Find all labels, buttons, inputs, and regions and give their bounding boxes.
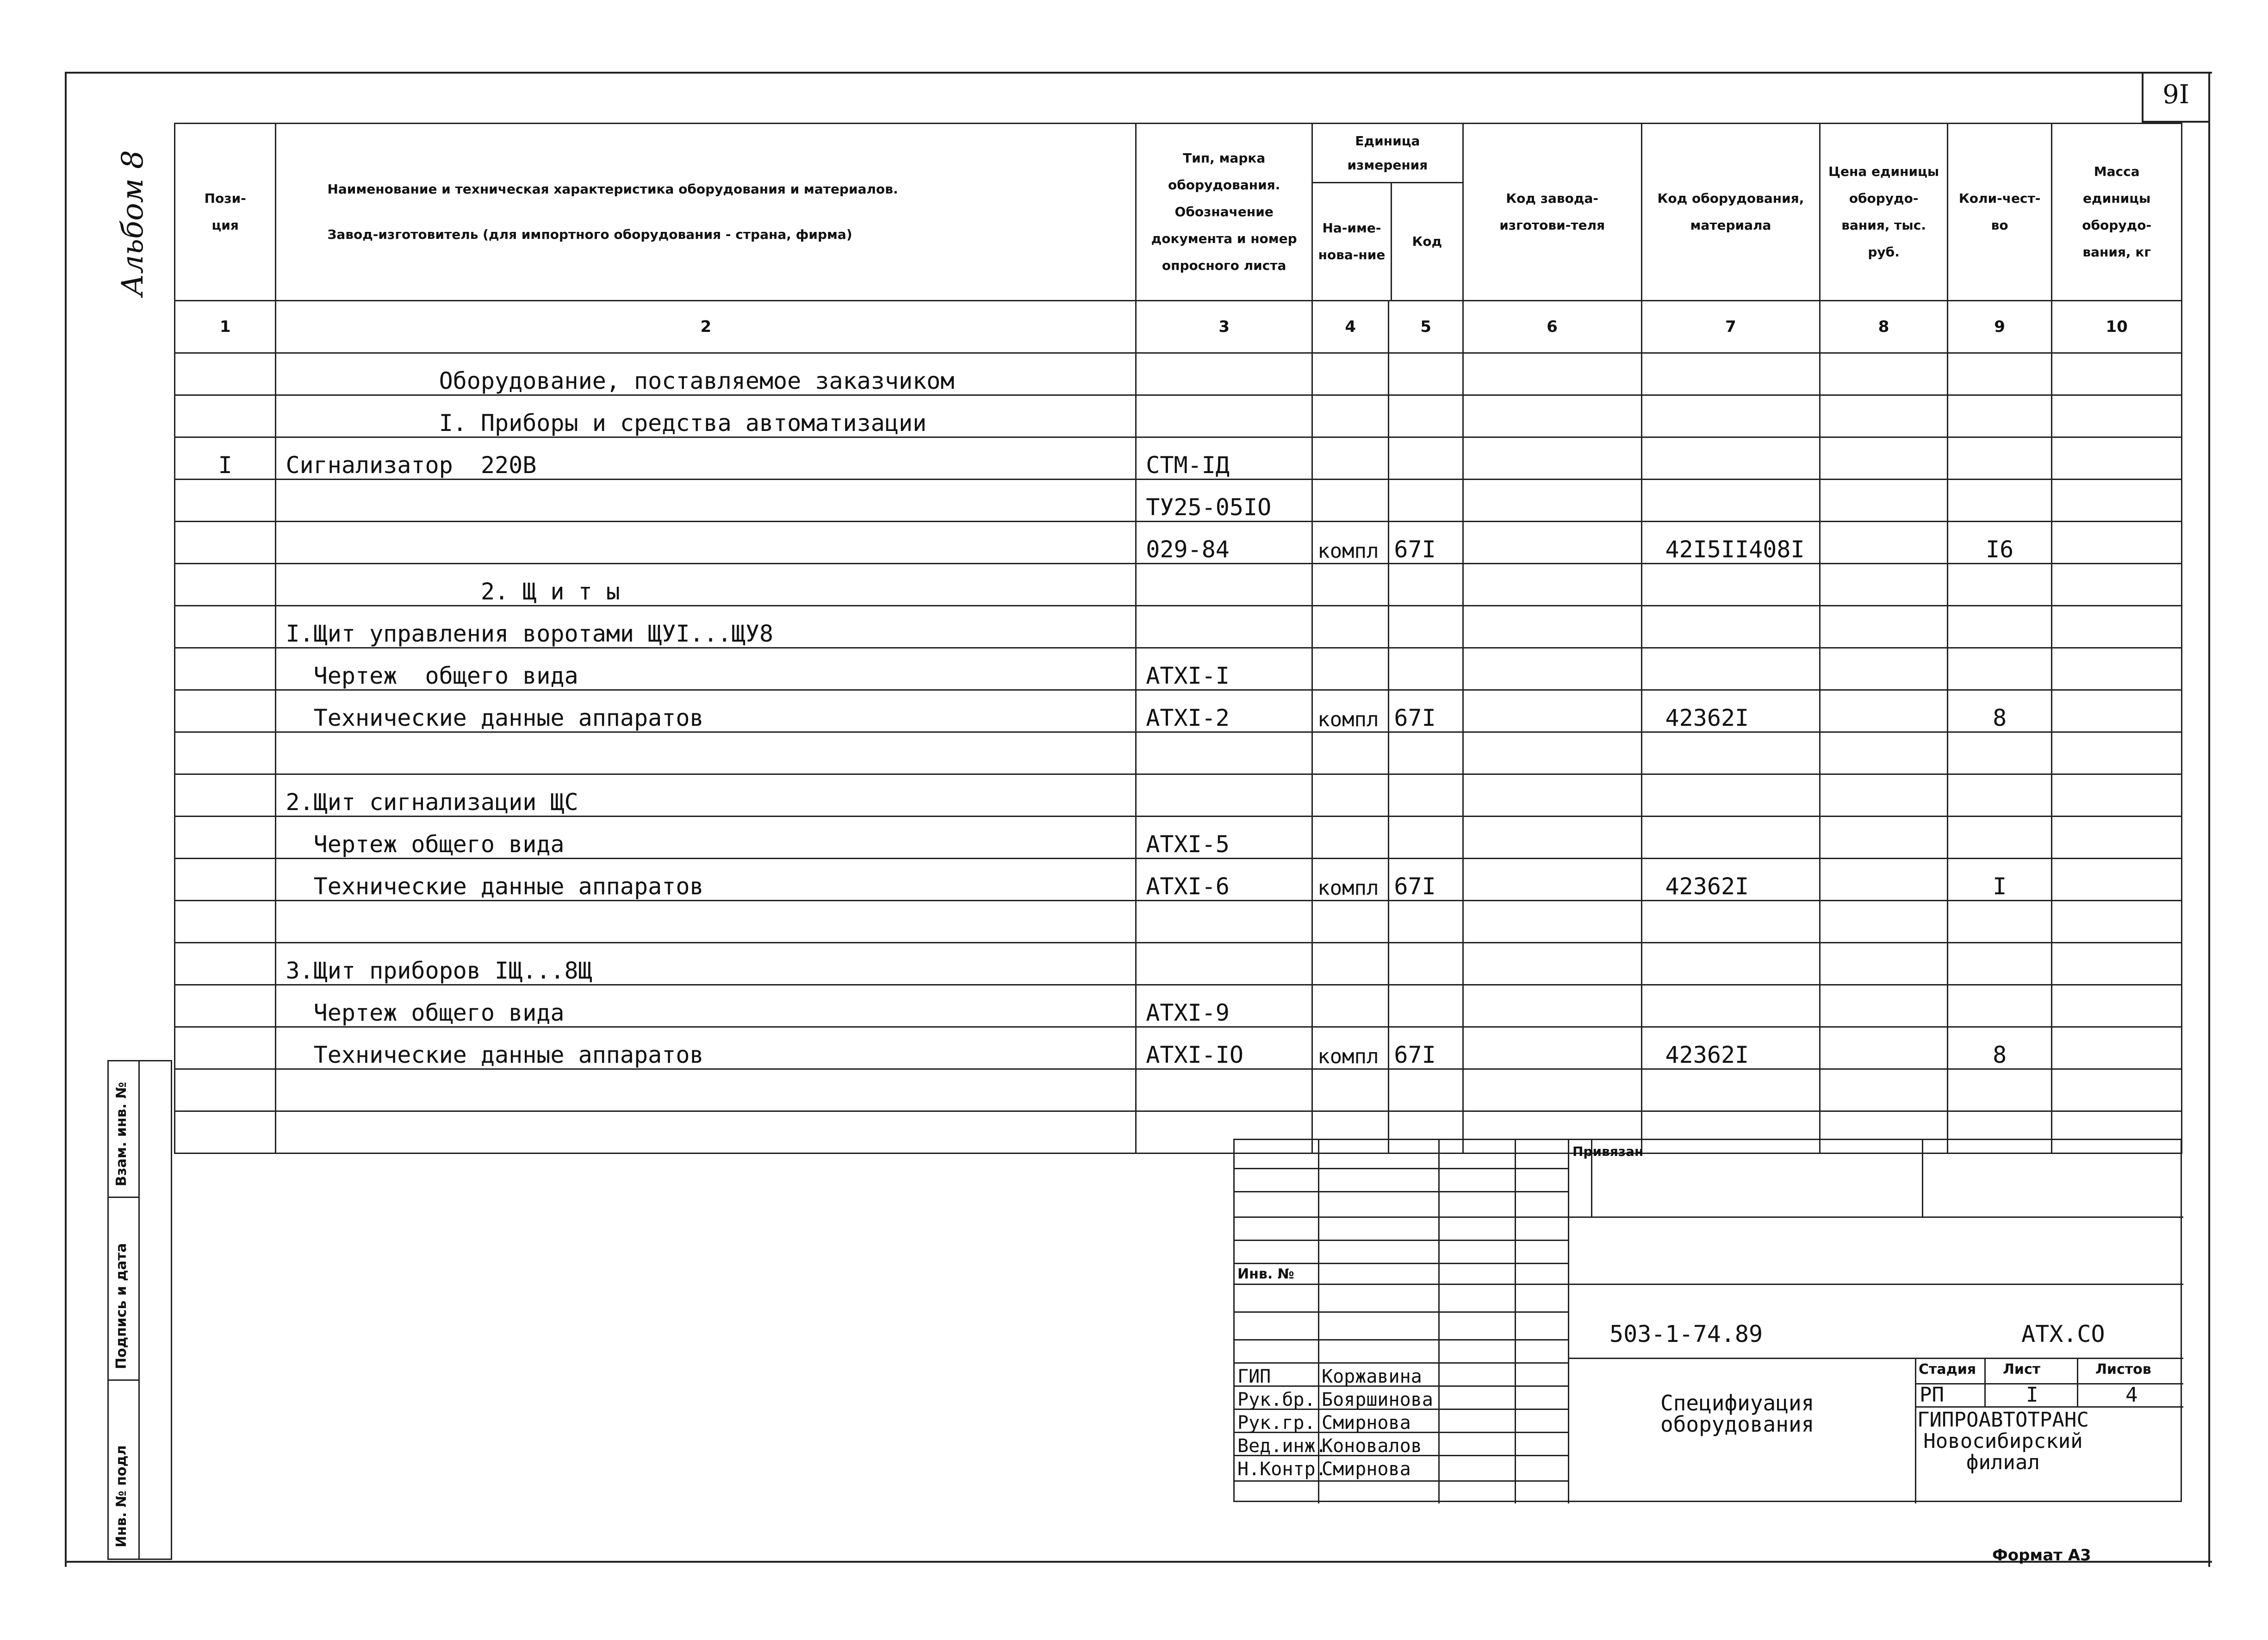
position-cell xyxy=(175,943,276,985)
material-code-cell xyxy=(1641,395,1820,437)
material-code-cell xyxy=(1641,1069,1820,1111)
sheet-value: I xyxy=(2026,1383,2038,1407)
table-row xyxy=(175,901,2182,943)
col-number: 4 xyxy=(1312,301,1389,353)
unit-code-cell: 67I xyxy=(1389,522,1463,564)
factory-code-cell xyxy=(1463,395,1641,437)
mass-cell xyxy=(2052,353,2182,395)
header-position: Пози- ция xyxy=(175,124,276,301)
unit-code-cell xyxy=(1389,648,1463,690)
table-row xyxy=(175,522,2182,564)
table-row xyxy=(175,437,2182,480)
material-code-cell xyxy=(1641,353,1820,395)
mass-cell xyxy=(2052,1027,2182,1069)
unit-name-cell xyxy=(1312,437,1389,480)
quantity-cell xyxy=(1947,901,2051,943)
quantity-cell xyxy=(1947,943,2051,985)
table-header-row xyxy=(175,124,2182,301)
factory-code-cell xyxy=(1463,480,1641,522)
price-cell xyxy=(1820,1069,1948,1111)
position-cell xyxy=(175,732,276,774)
table-row xyxy=(175,395,2182,437)
table-row xyxy=(175,564,2182,606)
material-code-cell xyxy=(1641,732,1820,774)
position-cell xyxy=(175,353,276,395)
col-number: 2 xyxy=(276,301,1136,353)
signature-role: ГИП xyxy=(1237,1366,1271,1387)
unit-name-cell xyxy=(1312,817,1389,859)
factory-code-cell xyxy=(1463,985,1641,1027)
name-cell: Технические данные аппаратов xyxy=(276,690,1136,732)
factory-code-cell xyxy=(1463,690,1641,732)
position-cell xyxy=(175,985,276,1027)
unit-name-cell xyxy=(1312,1069,1389,1111)
name-cell xyxy=(276,732,1136,774)
quantity-cell xyxy=(1947,395,2051,437)
mass-cell xyxy=(2052,817,2182,859)
price-cell xyxy=(1820,437,1948,480)
factory-code-cell xyxy=(1463,353,1641,395)
position-cell xyxy=(175,817,276,859)
factory-code-cell xyxy=(1463,732,1641,774)
privyazan-label: Привязан xyxy=(1572,1144,1644,1159)
quantity-cell xyxy=(1947,1069,2051,1111)
strip-cell-vzam xyxy=(109,1061,138,1198)
table-row xyxy=(175,606,2182,648)
factory-code-cell xyxy=(1463,901,1641,943)
quantity-cell: I xyxy=(1947,859,2051,901)
material-code-cell: 42362I xyxy=(1641,859,1820,901)
factory-code-cell xyxy=(1463,1027,1641,1069)
position-cell xyxy=(175,1027,276,1069)
table-row xyxy=(175,943,2182,985)
quantity-cell: 8 xyxy=(1947,1027,2051,1069)
name-cell: Чертеж общего вида xyxy=(276,985,1136,1027)
strip-cell-inv xyxy=(109,1381,138,1561)
type-cell xyxy=(1136,774,1312,817)
strip-label-vzam: Взам. инв. № xyxy=(113,1082,130,1186)
material-code-cell xyxy=(1641,985,1820,1027)
quantity-cell xyxy=(1947,606,2051,648)
unit-code-cell: 67I xyxy=(1389,690,1463,732)
name-cell: Сигнализатор 220В xyxy=(276,437,1136,480)
material-code-cell: 42362I xyxy=(1641,690,1820,732)
price-cell xyxy=(1820,1027,1948,1069)
unit-code-cell xyxy=(1389,901,1463,943)
name-cell: 3.Щит приборов IЩ...8Щ xyxy=(276,943,1136,985)
name-cell xyxy=(276,1069,1136,1111)
type-cell xyxy=(1136,395,1312,437)
quantity-cell: I6 xyxy=(1947,522,2051,564)
unit-name-cell xyxy=(1312,395,1389,437)
factory-code-cell xyxy=(1463,437,1641,480)
factory-code-cell xyxy=(1463,1069,1641,1111)
factory-code-cell xyxy=(1463,522,1641,564)
signature-role: Рук.бр. xyxy=(1237,1389,1316,1410)
signature-role: Вед.инж. xyxy=(1237,1435,1327,1457)
mass-cell xyxy=(2052,859,2182,901)
price-cell xyxy=(1820,690,1948,732)
position-cell xyxy=(175,859,276,901)
mass-cell xyxy=(2052,774,2182,817)
col-number: 5 xyxy=(1389,301,1463,353)
type-cell xyxy=(1136,353,1312,395)
quantity-cell xyxy=(1947,564,2051,606)
type-cell: 029-84 xyxy=(1136,522,1312,564)
unit-name-cell xyxy=(1312,732,1389,774)
material-code-cell xyxy=(1641,437,1820,480)
col-number: 7 xyxy=(1641,301,1820,353)
unit-code-cell xyxy=(1389,817,1463,859)
unit-code-cell xyxy=(1389,732,1463,774)
col-number: 10 xyxy=(2052,301,2182,353)
position-cell xyxy=(175,480,276,522)
header-factory-code: Код завода-изготови-теля xyxy=(1463,124,1641,301)
mass-cell xyxy=(2052,606,2182,648)
material-code-cell: 42I5II408I xyxy=(1641,522,1820,564)
unit-code-cell: 67I xyxy=(1389,1027,1463,1069)
material-code-cell xyxy=(1641,648,1820,690)
side-approval-strip xyxy=(107,1060,172,1560)
position-cell xyxy=(175,690,276,732)
position-cell xyxy=(175,774,276,817)
col-number: 6 xyxy=(1463,301,1641,353)
unit-name-cell xyxy=(1312,480,1389,522)
mass-cell xyxy=(2052,901,2182,943)
specification-table xyxy=(174,123,2182,1154)
col-number: 3 xyxy=(1136,301,1312,353)
name-cell: Чертеж общего вида xyxy=(276,648,1136,690)
signature-role: Рук.гр. xyxy=(1237,1412,1316,1434)
quantity-cell xyxy=(1947,353,2051,395)
material-code-cell xyxy=(1641,943,1820,985)
header-price: Цена единицы оборудо-вания, тыс. руб. xyxy=(1820,124,1948,301)
name-cell xyxy=(276,1111,1136,1154)
price-cell xyxy=(1820,480,1948,522)
position-cell xyxy=(175,606,276,648)
stage-value: РП xyxy=(1920,1383,1944,1407)
signature-name: Смирнова xyxy=(1322,1459,1411,1480)
name-cell: Технические данные аппаратов xyxy=(276,859,1136,901)
unit-name-cell xyxy=(1312,648,1389,690)
mass-cell xyxy=(2052,1069,2182,1111)
mass-cell xyxy=(2052,564,2182,606)
quantity-cell: 8 xyxy=(1947,690,2051,732)
quantity-cell xyxy=(1947,774,2051,817)
signature-name: Бояршинова xyxy=(1322,1389,1433,1410)
table-row xyxy=(175,480,2182,522)
price-cell xyxy=(1820,648,1948,690)
table-row xyxy=(175,859,2182,901)
position-cell xyxy=(175,901,276,943)
unit-code-cell xyxy=(1389,943,1463,985)
type-cell xyxy=(1136,901,1312,943)
header-unit-title: Единица измерения xyxy=(1347,133,1428,173)
factory-code-cell xyxy=(1463,648,1641,690)
header-name: Наименование и техническая характеристика оборудования и материалов. Завод-изготовитель (для импортного оборудования - страна, фирма) xyxy=(276,124,1136,301)
factory-code-cell xyxy=(1463,943,1641,985)
factory-code-cell xyxy=(1463,564,1641,606)
unit-name-cell xyxy=(1312,353,1389,395)
unit-code-cell xyxy=(1389,437,1463,480)
signature-name: Коновалов xyxy=(1322,1435,1422,1457)
quantity-cell xyxy=(1947,437,2051,480)
sheets-label: Листов xyxy=(2095,1361,2151,1378)
mass-cell xyxy=(2052,395,2182,437)
name-cell: I.Щит управления воротами ЩУI...ЩУ8 xyxy=(276,606,1136,648)
position-cell xyxy=(175,522,276,564)
sheets-value: 4 xyxy=(2125,1383,2138,1407)
unit-code-cell xyxy=(1389,564,1463,606)
type-cell: АТХI-IO xyxy=(1136,1027,1312,1069)
name-cell: Чертеж общего вида xyxy=(276,817,1136,859)
name-cell xyxy=(276,522,1136,564)
col-number: 1 xyxy=(175,301,276,353)
table-body xyxy=(175,353,2182,1154)
unit-code-cell xyxy=(1389,353,1463,395)
header-unit xyxy=(1312,124,1463,301)
unit-name-cell xyxy=(1312,774,1389,817)
unit-name-cell xyxy=(1312,985,1389,1027)
unit-name-cell: компл xyxy=(1312,1027,1389,1069)
factory-code-cell xyxy=(1463,859,1641,901)
name-cell xyxy=(276,901,1136,943)
header-material-code: Код оборудования, материала xyxy=(1641,124,1820,301)
unit-code-cell xyxy=(1389,480,1463,522)
header-mass: Масса единицы оборудо-вания, кг xyxy=(2052,124,2182,301)
unit-code-cell: 67I xyxy=(1389,859,1463,901)
doc-number: 503-1-74.89 xyxy=(1609,1321,1763,1347)
price-cell xyxy=(1820,564,1948,606)
quantity-cell xyxy=(1947,648,2051,690)
strip-cell-podpis xyxy=(109,1198,138,1381)
price-cell xyxy=(1820,943,1948,985)
drawing-frame-right xyxy=(2208,72,2210,1567)
stage-label: Стадия xyxy=(1919,1361,1976,1378)
col-number: 8 xyxy=(1820,301,1948,353)
mass-cell xyxy=(2052,437,2182,480)
header-quantity: Коли-чест-во xyxy=(1947,124,2051,301)
position-cell xyxy=(175,395,276,437)
column-numbers-row xyxy=(175,301,2182,353)
doc-title: Специфиуация оборудования xyxy=(1660,1391,1814,1437)
name-cell: I. Приборы и средства автоматизации xyxy=(276,395,1136,437)
unit-name-cell xyxy=(1312,901,1389,943)
factory-code-cell xyxy=(1463,606,1641,648)
mass-cell xyxy=(2052,690,2182,732)
name-cell xyxy=(276,480,1136,522)
mass-cell xyxy=(2052,943,2182,985)
type-cell xyxy=(1136,732,1312,774)
price-cell xyxy=(1820,817,1948,859)
signature-name: Смирнова xyxy=(1322,1412,1411,1434)
unit-name-cell: компл xyxy=(1312,690,1389,732)
organization: ГИПРОАВТОТРАНС Новосибирский филиал xyxy=(1917,1408,2089,1474)
quantity-cell xyxy=(1947,817,2051,859)
type-cell: АТХI-2 xyxy=(1136,690,1312,732)
unit-name-cell xyxy=(1312,564,1389,606)
strip-divider xyxy=(138,1061,140,1559)
type-cell xyxy=(1136,1069,1312,1111)
material-code-cell xyxy=(1641,564,1820,606)
factory-code-cell xyxy=(1463,817,1641,859)
type-cell: АТХI-9 xyxy=(1136,985,1312,1027)
unit-name-cell xyxy=(1312,943,1389,985)
table-row xyxy=(175,774,2182,817)
type-cell xyxy=(1136,943,1312,985)
material-code-cell xyxy=(1641,480,1820,522)
sheet-label: Лист xyxy=(2003,1361,2041,1378)
unit-code-cell xyxy=(1389,606,1463,648)
name-cell: Технические данные аппаратов xyxy=(276,1027,1136,1069)
type-cell xyxy=(1136,564,1312,606)
price-cell xyxy=(1820,985,1948,1027)
position-cell xyxy=(175,1111,276,1154)
col-number: 9 xyxy=(1947,301,2051,353)
unit-code-cell xyxy=(1389,1069,1463,1111)
mass-cell xyxy=(2052,648,2182,690)
unit-name-cell: компл xyxy=(1312,522,1389,564)
position-cell xyxy=(175,564,276,606)
quantity-cell xyxy=(1947,732,2051,774)
type-cell: АТХI-6 xyxy=(1136,859,1312,901)
unit-code-cell xyxy=(1389,774,1463,817)
table-row xyxy=(175,353,2182,395)
unit-code-cell xyxy=(1389,395,1463,437)
format-label: Формат А3 xyxy=(1992,1546,2091,1565)
quantity-cell xyxy=(1947,480,2051,522)
header-unit-code: Код xyxy=(1391,182,1462,300)
material-code-cell xyxy=(1641,774,1820,817)
type-cell: АТХI-I xyxy=(1136,648,1312,690)
header-unit-name: На-име-нова-ние xyxy=(1313,182,1391,300)
price-cell xyxy=(1820,522,1948,564)
album-label: Альбом 8 xyxy=(116,150,150,296)
table-row xyxy=(175,732,2182,774)
position-cell xyxy=(175,1069,276,1111)
name-cell: Оборудование, поставляемое заказчиком xyxy=(276,353,1136,395)
table-row xyxy=(175,690,2182,732)
price-cell xyxy=(1820,859,1948,901)
material-code-cell: 42362I xyxy=(1641,1027,1820,1069)
header-type: Тип, марка оборудования. Обозначение документа и номер опросного листа xyxy=(1136,124,1312,301)
name-cell: 2.Щит сигнализации ЩС xyxy=(276,774,1136,817)
doc-code: АТХ.СО xyxy=(2021,1321,2105,1347)
mass-cell xyxy=(2052,480,2182,522)
mass-cell xyxy=(2052,732,2182,774)
type-cell: ТУ25-05IO xyxy=(1136,480,1312,522)
material-code-cell xyxy=(1641,901,1820,943)
unit-name-cell xyxy=(1312,606,1389,648)
mass-cell xyxy=(2052,985,2182,1027)
price-cell xyxy=(1820,774,1948,817)
price-cell xyxy=(1820,606,1948,648)
table-row xyxy=(175,1069,2182,1111)
mass-cell xyxy=(2052,522,2182,564)
strip-label-inv: Инв. № подл xyxy=(113,1445,130,1547)
price-cell xyxy=(1820,395,1948,437)
title-block xyxy=(1233,1139,2182,1502)
type-cell: СТМ-IД xyxy=(1136,437,1312,480)
table-row xyxy=(175,648,2182,690)
position-cell xyxy=(175,648,276,690)
signature-role: Н.Контр. xyxy=(1237,1459,1327,1480)
sheet-corner-number: 9I xyxy=(2142,72,2208,123)
type-cell: АТХI-5 xyxy=(1136,817,1312,859)
price-cell xyxy=(1820,901,1948,943)
strip-label-podpis: Подпись и дата xyxy=(113,1243,130,1369)
signature-name: Коржавина xyxy=(1322,1366,1422,1387)
unit-code-cell xyxy=(1389,985,1463,1027)
type-cell xyxy=(1136,606,1312,648)
table-row xyxy=(175,1027,2182,1069)
material-code-cell xyxy=(1641,606,1820,648)
factory-code-cell xyxy=(1463,774,1641,817)
price-cell xyxy=(1820,732,1948,774)
drawing-frame-bottom xyxy=(65,1561,2212,1563)
price-cell xyxy=(1820,353,1948,395)
table-row xyxy=(175,817,2182,859)
inv-no-label: Инв. № xyxy=(1237,1266,1294,1282)
name-cell: 2. Щ и т ы xyxy=(276,564,1136,606)
unit-name-cell: компл xyxy=(1312,859,1389,901)
table-row xyxy=(175,985,2182,1027)
quantity-cell xyxy=(1947,985,2051,1027)
material-code-cell xyxy=(1641,817,1820,859)
position-cell: I xyxy=(175,437,276,480)
